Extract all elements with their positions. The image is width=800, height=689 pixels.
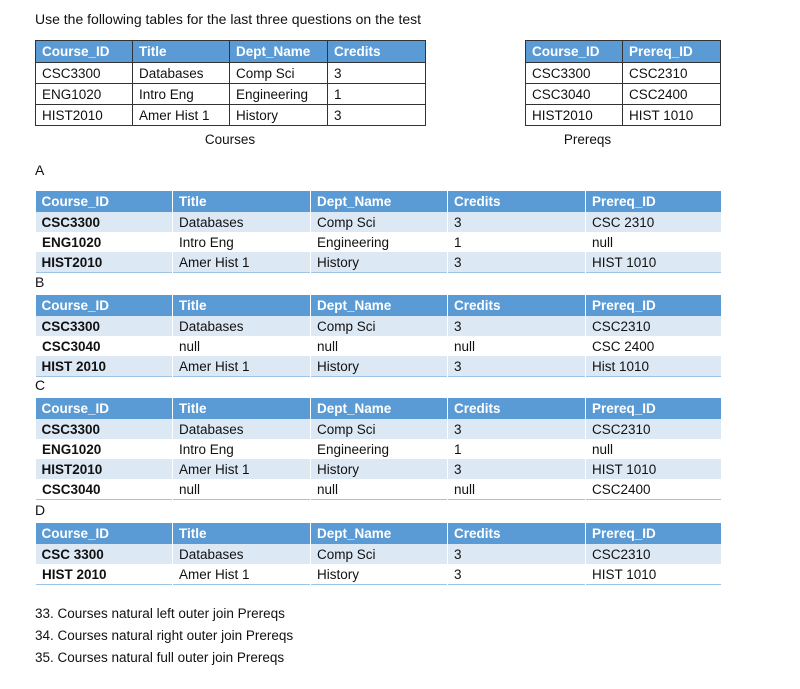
table-cell: 3	[328, 63, 426, 84]
table-cell: CSC2310	[586, 419, 721, 439]
column-header: Course_ID	[36, 398, 173, 419]
question-33: 33. Courses natural left outer join Prereqs	[35, 606, 285, 621]
table-cell: HIST 2010	[36, 356, 173, 377]
table-cell: Intro Eng	[173, 232, 311, 252]
table-cell: 3	[448, 316, 586, 336]
table-cell: CSC3300	[36, 419, 173, 439]
table-row	[526, 84, 721, 105]
table-cell: Databases	[173, 212, 311, 232]
table-row	[36, 356, 721, 377]
option-d-header-row	[36, 523, 721, 544]
table-cell: Comp Sci	[311, 212, 448, 232]
option-label-d: D	[35, 502, 46, 518]
table-row	[36, 479, 721, 500]
table-row	[36, 63, 426, 84]
column-header: Prereq_ID	[623, 41, 721, 63]
table-cell: History	[311, 459, 448, 479]
table-cell: 1	[448, 232, 586, 252]
table-cell: Intro Eng	[133, 84, 230, 105]
table-row	[36, 459, 721, 479]
option-d-table	[35, 523, 721, 585]
table-cell: HIST2010	[36, 252, 173, 273]
table-cell: Comp Sci	[230, 63, 328, 84]
table-row	[36, 105, 426, 126]
column-header: Course_ID	[36, 523, 173, 544]
table-cell: Engineering	[311, 439, 448, 459]
table-cell: Hist 1010	[586, 356, 721, 377]
column-header: Dept_Name	[311, 191, 448, 212]
table-cell: ENG1020	[36, 439, 173, 459]
table-cell: 1	[448, 439, 586, 459]
table-cell: Amer Hist 1	[133, 105, 230, 126]
table-cell: HIST 1010	[586, 459, 721, 479]
table-cell: CSC 3300	[36, 544, 173, 564]
table-cell: Amer Hist 1	[173, 252, 311, 273]
table-cell: 3	[448, 419, 586, 439]
table-row	[36, 564, 721, 585]
table-cell: HIST2010	[36, 459, 173, 479]
courses-header-row	[36, 41, 426, 63]
column-header: Credits	[448, 295, 586, 316]
table-row	[36, 212, 721, 232]
table-cell: HIST 1010	[586, 252, 721, 273]
option-a-header-row	[36, 191, 721, 212]
column-header: Course_ID	[36, 295, 173, 316]
prereqs-header-row	[526, 41, 721, 63]
table-cell: Amer Hist 1	[173, 564, 311, 585]
table-cell: null	[311, 336, 448, 356]
table-cell: CSC3040	[526, 84, 623, 105]
column-header: Prereq_ID	[586, 295, 721, 316]
table-cell: CSC3300	[36, 63, 133, 84]
prereqs-table	[525, 40, 721, 126]
column-header: Prereq_ID	[586, 191, 721, 212]
intro-text: Use the following tables for the last three questions on the test	[35, 11, 422, 27]
table-cell: 3	[448, 564, 586, 585]
option-label-a: A	[35, 162, 45, 178]
table-cell: HIST 1010	[586, 564, 721, 585]
table-cell: CSC2310	[586, 316, 721, 336]
column-header: Dept_Name	[311, 398, 448, 419]
table-cell: 1	[328, 84, 426, 105]
option-b-header-row	[36, 295, 721, 316]
table-cell: null	[173, 336, 311, 356]
table-cell: 3	[448, 544, 586, 564]
table-row	[36, 439, 721, 459]
question-35: 35. Courses natural full outer join Prereqs	[35, 650, 285, 665]
option-c-table	[35, 398, 721, 500]
column-header: Course_ID	[36, 41, 133, 63]
table-cell: CSC2310	[586, 544, 721, 564]
column-header: Title	[173, 191, 311, 212]
table-cell: Engineering	[230, 84, 328, 105]
table-cell: History	[311, 356, 448, 377]
table-cell: CSC 2310	[586, 212, 721, 232]
table-cell: HIST2010	[36, 105, 133, 126]
table-row	[36, 252, 721, 273]
table-row	[36, 232, 721, 252]
courses-table	[35, 40, 426, 126]
column-header: Dept_Name	[311, 295, 448, 316]
table-cell: HIST 2010	[36, 564, 173, 585]
table-row	[526, 63, 721, 84]
table-cell: CSC2400	[623, 84, 721, 105]
table-cell: CSC 2400	[586, 336, 721, 356]
table-cell: CSC3040	[36, 336, 173, 356]
table-cell: Databases	[173, 419, 311, 439]
table-row	[36, 419, 721, 439]
column-header: Title	[173, 295, 311, 316]
table-cell: Amer Hist 1	[173, 459, 311, 479]
table-cell: 3	[448, 459, 586, 479]
table-cell: Amer Hist 1	[173, 356, 311, 377]
table-cell: 3	[448, 356, 586, 377]
table-cell: 3	[448, 212, 586, 232]
option-b-table	[35, 295, 721, 377]
table-cell: History	[311, 564, 448, 585]
table-cell: null	[586, 439, 721, 459]
table-cell: 3	[448, 252, 586, 273]
table-cell: History	[311, 252, 448, 273]
table-cell: Databases	[173, 544, 311, 564]
table-cell: Comp Sci	[311, 316, 448, 336]
table-cell: null	[448, 479, 586, 500]
table-cell: null	[173, 479, 311, 500]
table-cell: HIST 1010	[623, 105, 721, 126]
option-c-header-row	[36, 398, 721, 419]
table-row	[36, 336, 721, 356]
column-header: Title	[133, 41, 230, 63]
column-header: Prereq_ID	[586, 398, 721, 419]
table-cell: null	[448, 336, 586, 356]
table-cell: null	[586, 232, 721, 252]
column-header: Title	[173, 398, 311, 419]
table-cell: CSC3040	[36, 479, 173, 500]
column-header: Title	[173, 523, 311, 544]
table-row	[36, 84, 426, 105]
table-cell: History	[230, 105, 328, 126]
column-header: Dept_Name	[230, 41, 328, 63]
option-label-c: C	[35, 377, 46, 393]
column-header: Credits	[448, 523, 586, 544]
option-a-table	[35, 191, 721, 273]
table-cell: CSC3300	[526, 63, 623, 84]
table-cell: Comp Sci	[311, 544, 448, 564]
column-header: Credits	[328, 41, 426, 63]
column-header: Credits	[448, 191, 586, 212]
table-cell: CSC3300	[36, 316, 173, 336]
table-cell: ENG1020	[36, 84, 133, 105]
option-label-b: B	[35, 274, 45, 290]
table-cell: HIST2010	[526, 105, 623, 126]
table-cell: Engineering	[311, 232, 448, 252]
table-cell: null	[311, 479, 448, 500]
table-cell: Databases	[173, 316, 311, 336]
table-cell: Intro Eng	[173, 439, 311, 459]
column-header: Course_ID	[526, 41, 623, 63]
column-header: Dept_Name	[311, 523, 448, 544]
table-row	[36, 316, 721, 336]
column-header: Prereq_ID	[586, 523, 721, 544]
table-row	[36, 544, 721, 564]
column-header: Credits	[448, 398, 586, 419]
question-34: 34. Courses natural right outer join Prereqs	[35, 628, 294, 643]
table-cell: CSC2400	[586, 479, 721, 500]
table-cell: Comp Sci	[311, 419, 448, 439]
prereqs-caption: Prereqs	[563, 132, 612, 147]
table-cell: CSC2310	[623, 63, 721, 84]
table-cell: ENG1020	[36, 232, 173, 252]
table-cell: Databases	[133, 63, 230, 84]
table-cell: 3	[328, 105, 426, 126]
table-cell: CSC3300	[36, 212, 173, 232]
table-row	[526, 105, 721, 126]
column-header: Course_ID	[36, 191, 173, 212]
courses-caption: Courses	[204, 132, 256, 147]
